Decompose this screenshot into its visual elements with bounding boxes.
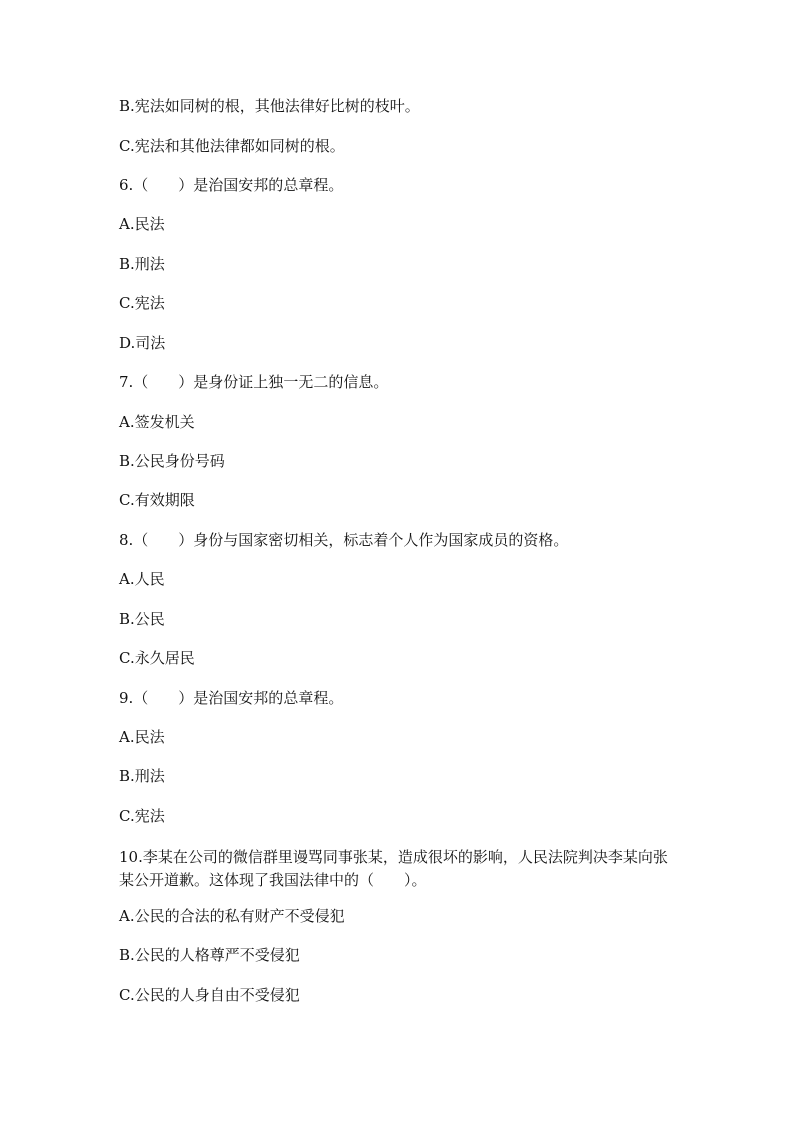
option-5b: B.宪法如同树的根，其他法律好比树的枝叶。 xyxy=(119,97,420,115)
option-10b: B.公民的人格尊严不受侵犯 xyxy=(119,946,300,964)
option-8a: A.人民 xyxy=(119,570,165,588)
question-10: 10.李某在公司的微信群里谩骂同事张某，造成很坏的影响，人民法院判决李某向张某公开道歉。这体现了我国法律中的（ ）。 xyxy=(119,848,668,889)
option-7a: A.签发机关 xyxy=(119,413,195,431)
question-9: 9.（ ）是治国安邦的总章程。 xyxy=(119,689,344,707)
option-6b: B.刑法 xyxy=(119,255,165,273)
option-6d: D.司法 xyxy=(119,334,166,352)
option-6a: A.民法 xyxy=(119,215,165,233)
option-8c: C.永久居民 xyxy=(119,649,195,667)
option-9b: B.刑法 xyxy=(119,767,165,785)
option-9c: C.宪法 xyxy=(119,807,165,825)
option-10a: A.公民的合法的私有财产不受侵犯 xyxy=(119,907,345,925)
option-10c: C.公民的人身自由不受侵犯 xyxy=(119,986,300,1004)
option-7c: C.有效期限 xyxy=(119,491,195,509)
option-7b: B.公民身份号码 xyxy=(119,452,225,470)
option-5c: C.宪法和其他法律都如同树的根。 xyxy=(119,137,345,155)
option-9a: A.民法 xyxy=(119,728,165,746)
question-8: 8.（ ）身份与国家密切相关，标志着个人作为国家成员的资格。 xyxy=(119,531,569,549)
option-6c: C.宪法 xyxy=(119,294,165,312)
option-8b: B.公民 xyxy=(119,610,165,628)
question-6: 6.（ ）是治国安邦的总章程。 xyxy=(119,176,344,194)
question-7: 7.（ ）是身份证上独一无二的信息。 xyxy=(119,373,389,391)
